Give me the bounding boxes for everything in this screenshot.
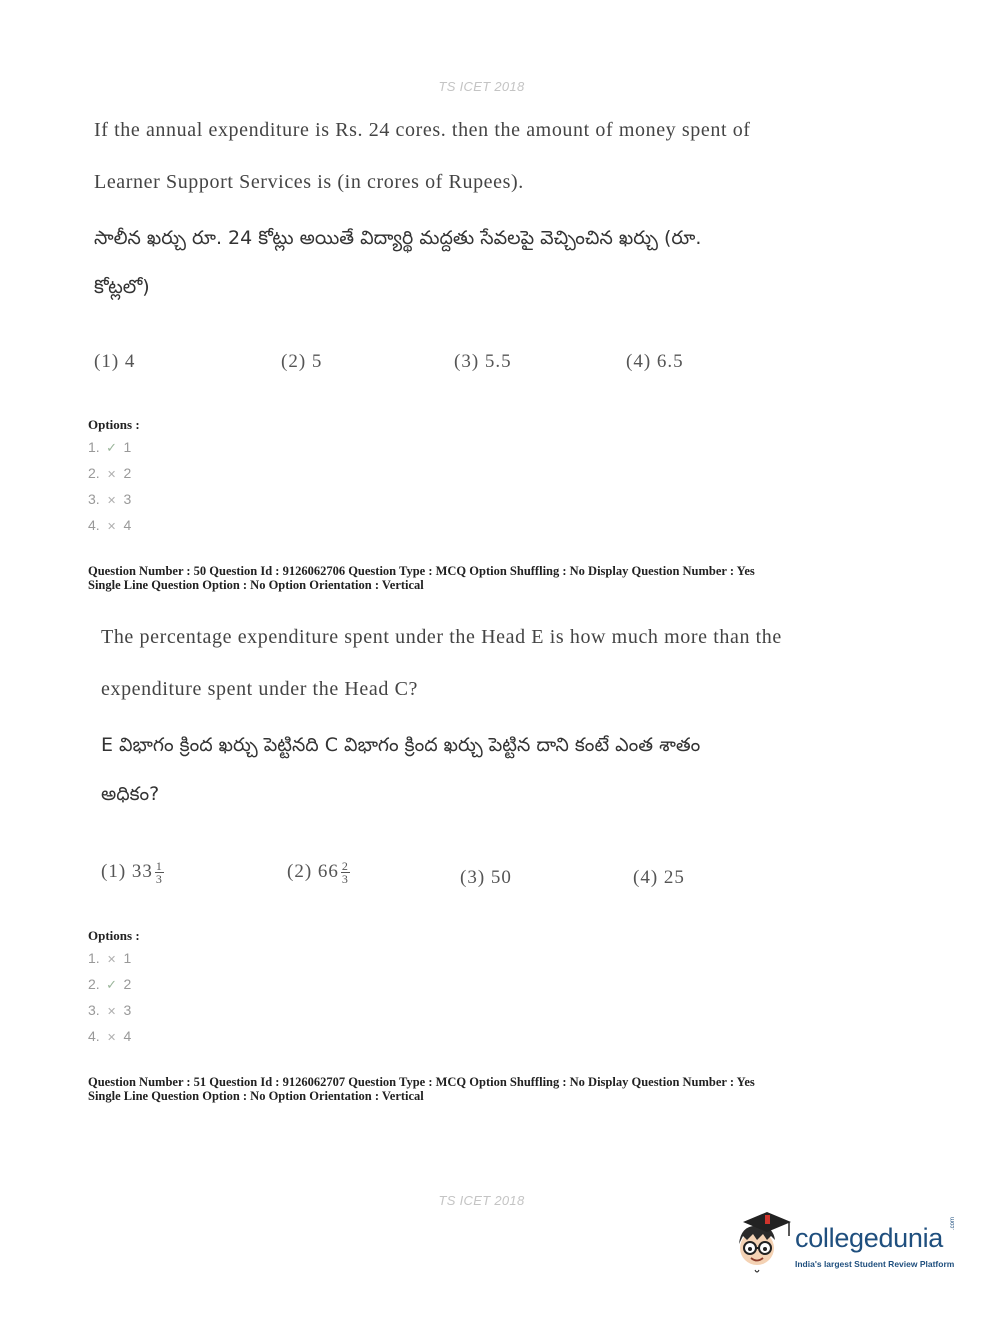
- fraction-denominator: 3: [341, 872, 349, 886]
- fraction-numerator: 2: [341, 859, 349, 873]
- q49-choice-4: (4) 6.5: [626, 351, 684, 372]
- option-index: 3.: [88, 491, 100, 507]
- brand-name: collegedunia: [795, 1223, 944, 1253]
- q49-english-line2: Learner Support Services is (in crores of Rupees).: [94, 171, 524, 193]
- q50-telugu-line1: E విభాగం క్రింద ఖర్చు పెట్టినది C విభాగం క్రింద ఖర్చు పెట్టిన దాని కంటే ఎంత శాతం: [101, 734, 701, 756]
- option-index: 2.: [88, 976, 100, 992]
- q49-telugu-line2: కోట్లలో): [94, 276, 150, 298]
- q49-options-heading: Options :: [88, 417, 140, 432]
- q49-choice-2: (2) 5: [281, 351, 323, 372]
- option-label: 3: [123, 1002, 132, 1018]
- cross-icon: ✕: [106, 954, 117, 966]
- option-label: 1: [123, 439, 132, 455]
- q50-english-line2: expenditure spent under the Head C?: [101, 678, 419, 700]
- option-label: 2: [123, 465, 132, 481]
- choice-prefix: (3): [460, 867, 486, 888]
- mascot-graduate-icon: [733, 1210, 793, 1280]
- q49-option-4: [88, 517, 131, 533]
- page-header-label: TS ICET 2018: [438, 79, 525, 94]
- choice-whole: 66: [317, 860, 339, 882]
- q51-meta-line1: Question Number : 51 Question Id : 9126062707 Question Type : MCQ Option Shuffling : No Display Question Number : Yes: [88, 1075, 755, 1089]
- choice-prefix: (4): [633, 867, 659, 888]
- q50-choice-3: [460, 867, 512, 889]
- option-index: 1.: [88, 439, 100, 455]
- q50-choice-4: [633, 867, 685, 889]
- cross-icon: ✕: [106, 521, 117, 533]
- q50-telugu-line2: అధికం?: [101, 783, 160, 805]
- choice-prefix: (1): [101, 860, 127, 882]
- q49-choice-3: (3) 5.5: [454, 351, 512, 372]
- q50-option-3: [88, 1002, 131, 1018]
- choice-whole: 25: [663, 867, 685, 888]
- cross-icon: ✕: [106, 1032, 117, 1044]
- fraction-numerator: 1: [155, 859, 163, 873]
- option-index: 1.: [88, 950, 100, 966]
- cross-icon: ✕: [106, 495, 117, 507]
- check-icon: ✓: [106, 440, 118, 455]
- option-index: 2.: [88, 465, 100, 481]
- q51-meta-line2: Single Line Question Option : No Option Orientation : Vertical: [88, 1089, 424, 1103]
- brand-tagline: India's largest Student Review Platform: [795, 1259, 955, 1269]
- option-index: 4.: [88, 1028, 100, 1044]
- option-index: 4.: [88, 517, 100, 533]
- q50-options-heading: Options :: [88, 928, 140, 943]
- q49-telugu-line1: సాలీన ఖర్చు రూ. 24 కోట్లు అయితే విద్యార్థి మద్దతు సేవలపై వెచ్చించిన ఖర్చు (రూ.: [94, 227, 702, 249]
- choice-fraction: [341, 860, 350, 885]
- q49-option-3: [88, 491, 131, 507]
- q49-english-line1: If the annual expenditure is Rs. 24 cores. then the amount of money spent of: [94, 119, 751, 141]
- choice-fraction: [155, 860, 164, 885]
- cross-icon: ✕: [106, 469, 117, 481]
- fraction-denominator: 3: [155, 872, 163, 886]
- option-label: 2: [123, 976, 132, 992]
- option-index: 3.: [88, 1002, 100, 1018]
- option-label: 3: [123, 491, 132, 507]
- choice-whole: 50: [490, 867, 512, 888]
- choice-prefix: (2): [287, 860, 313, 882]
- q50-choice-2: [287, 860, 350, 885]
- q49-choice-1: (1) 4: [94, 351, 136, 372]
- option-label: 1: [123, 950, 132, 966]
- page-footer-label: TS ICET 2018: [438, 1193, 525, 1208]
- q50-english-line1: The percentage expenditure spent under the Head E is how much more than the: [101, 626, 782, 648]
- q50-choice-1: [101, 860, 164, 885]
- option-label: 4: [123, 517, 132, 533]
- collegedunia-logo[interactable]: [733, 1210, 963, 1280]
- q50-meta-line1: Question Number : 50 Question Id : 9126062706 Question Type : MCQ Option Shuffling : No Display Question Number : Yes: [88, 564, 755, 578]
- q50-option-4: [88, 1028, 131, 1044]
- option-label: 4: [123, 1028, 132, 1044]
- choice-whole: 33: [131, 860, 153, 882]
- q50-meta-line2: Single Line Question Option : No Option Orientation : Vertical: [88, 578, 424, 592]
- check-icon: ✓: [106, 977, 118, 992]
- brand-suffix: .com: [950, 1216, 956, 1230]
- q50-option-2: [88, 976, 131, 993]
- q49-option-1: [88, 439, 131, 456]
- q50-option-1: [88, 950, 131, 966]
- q49-option-2: [88, 465, 131, 481]
- cross-icon: ✕: [106, 1006, 117, 1018]
